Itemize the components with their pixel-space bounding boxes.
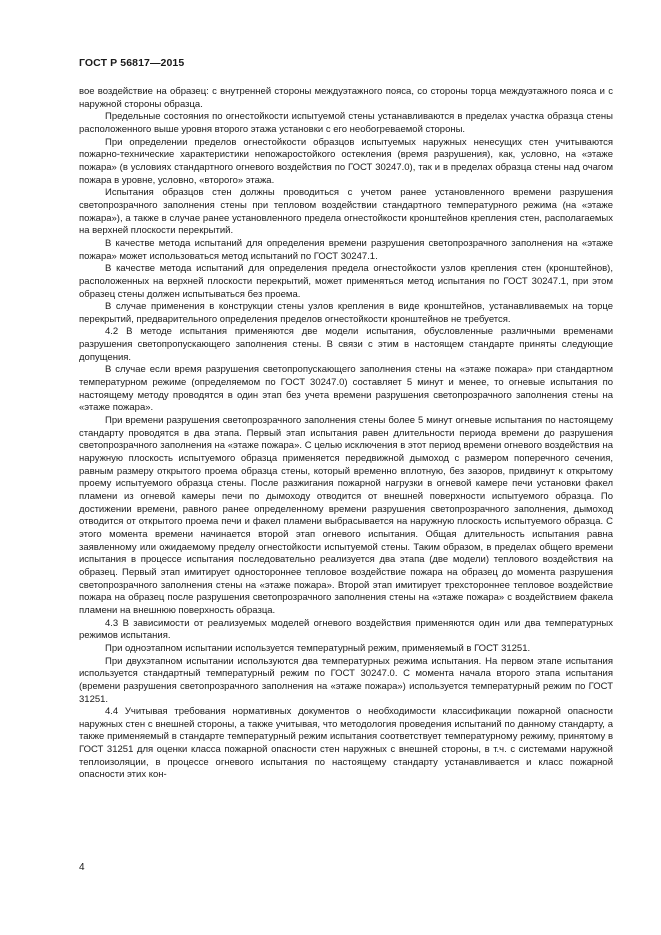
paragraph-test-conditions: Испытания образцов стен должны проводиться с учетом ранее установленного времени разрушения светопрозрачного заполнения стены при тепловом воздействии стандартного температурного режима (на «этаже пожара»), а также в случае ранее установленного предела огнестойкости кронштейнов крепления стен, располагаемых на верхней плоскости перекрытий.	[79, 187, 613, 237]
page-number: 4	[79, 862, 85, 873]
paragraph-two-stage-regime: При двухэтапном испытании используются два температурных режима испытания. На первом этапе испытания используется стандартный температурный режим по ГОСТ 30247.0. С момента начала второго этапа испытания (времени разрушения светопрозрачного заполнения на «этаже пожара») используется температурный режим по ГОСТ 31251.	[79, 655, 613, 705]
paragraph-method-glazing: В качестве метода испытаний для определения времени разрушения светопрозрачного заполнения на «этаже пожара» может использоваться метод испытаний по ГОСТ 30247.1.	[79, 237, 613, 262]
paragraph-continuation: вое воздействие на образец: с внутренней стороны междуэтажного пояса, со стороны торца междуэтажного пояса и с наружной стороны образца.	[79, 86, 613, 110]
paragraph-limit-states: Предельные состояния по огнестойкости испытуемой стены устанавливаются в пределах участка образца стены расположенного выше уровня второго этажа установки с его необогреваемой стороны.	[79, 111, 613, 135]
paragraph-single-stage-case: В случае если время разрушения светопропускающего заполнения стены на «этаже пожара» при стандартном температурном режиме (определяемом по ГОСТ 30247.0) составляет 5 минут и менее, то огневые испытания по настоящему методу проводятся в один этап без учета времени разрушения светопрозрачного заполнения стены на «этаже пожара».	[79, 364, 613, 414]
paragraph-method-brackets: В качестве метода испытаний для определения предела огнестойкости узлов крепления стен (кронштейнов), расположенных на верхней плоскости перекрытий, может применяться метод испытания по ГОСТ 30247.1, при этом образец стены должен испытываться без проема.	[79, 263, 613, 300]
paragraph-fire-resistance-glazing: При определении пределов огнестойкости образцов испытуемых наружных ненесущих стен учитываются пожарно-технические характеристики непожаростойкого остекления (время разрушения), как, условно, на «этаже пожара» (в условиях стандартного огневого воздействия по ГОСТ 30247.0), так и в пределах образца стены над очагом пожара в уровне, условно, «второго» этажа.	[79, 136, 613, 186]
paragraph-single-stage-regime: При одноэтапном испытании используется температурный режим, применяемый в ГОСТ 31251.	[105, 642, 531, 654]
paragraph-clause-4-2: 4.2 В методе испытания применяются две модели испытания, обусловленные различными временами разрушения светопропускающего заполнения стены. В связи с этим в настоящем стандарте приняты следующие допущения.	[79, 326, 613, 363]
paragraph-clause-4-4: 4.4 Учитывая требования нормативных документов о необходимости классификации пожарной опасности наружных стен с внешней стороны, а также учитывая, что методология проведения испытаний по данному стандарту, а также применяемый в стандарте температурный режим испытания соответствует температурному режиму, принятому в ГОСТ 31251 для оценки класса пожарной опасности стен наружных с внешней стороны, в т.ч. с системами наружной теплоизоляции, в процессе огневого испытания по настоящему стандарту устанавливается и класс пожарной опасности этих кон-	[79, 706, 613, 781]
paragraph-two-stage-case: При времени разрушения светопрозрачного заполнения стены более 5 минут огневые испытания по настоящему стандарту проводятся в два этапа. Первый этап испытания равен длительности периода времени до разрушения светопрозрачного заполнения на «этаже пожара». С целью исключения в этот период времени огневого воздействия на наружную плоскость испытуемого образца применяется передвижной дымоход с размером поперечного сечения, равным размеру открытого проема образца стены, который временно вплотную, без зазоров, придвинут к открытому проему испытуемого образца стены. После разжигания пожарной нагрузки в огневой камере печи установки факел пламени из огневой камеры печи по дымоходу отводится от внешней поверхности испытуемого образца. По достижении времени, равного ранее определенному времени разрушения светопрозрачного заполнения, дымоход отводится от открытого проема печи и факел пламени выбрасывается на наружную плоскость испытуемого образца. С этого момента времени начинается второй этап огневого испытания. Общая длительность испытания равна заявленному или ожидаемому пределу огнестойкости испытуемой стены. Таким образом, в пределах общего времени испытания в процессе испытания последовательно реализуется два этапа (две модели) теплового воздействия на образец. Первый этап имитирует одностороннее тепловое воздействие пожара на образец до момента разрушения светопрозрачного заполнения стены на «этаже пожара». Второй этап имитирует трехстороннее тепловое воздействие пожара на образец после разрушения светопрозрачного заполнения стены на «этаже пожара» с воздействием факела пламени на внешнюю поверхность образца.	[79, 415, 613, 616]
paragraph-clause-4-3: 4.3 В зависимости от реализуемых моделей огневого воздействия применяются один или два температурных режимов испытания.	[79, 617, 613, 642]
document-body	[79, 86, 613, 782]
paragraph-bracket-exemption: В случае применения в конструкции стены узлов крепления в виде кронштейнов, устанавливаемых на торце перекрытий, предварительного определения пределов огнестойкости кронштейнов не требуется.	[79, 301, 613, 325]
document-header: ГОСТ Р 56817—2015	[79, 57, 185, 69]
